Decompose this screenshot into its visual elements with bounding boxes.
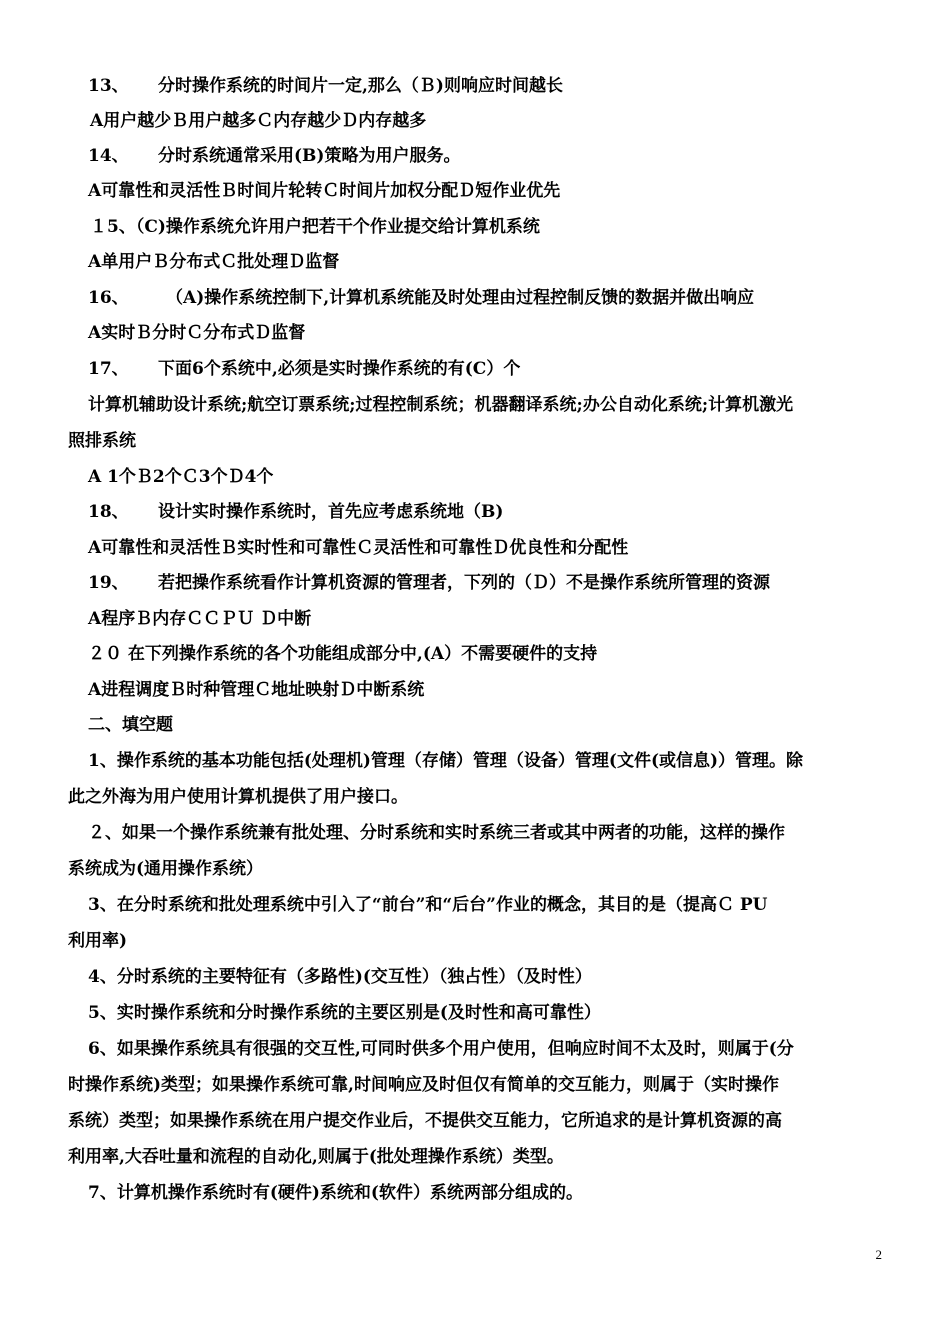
question-14 bbox=[88, 144, 460, 168]
question-text: 下面6个系统中,必须是实时操作系统的有(C）个 bbox=[158, 359, 521, 379]
fill-1-line-2: 此之外海为用户使用计算机提供了用户接口。 bbox=[68, 787, 408, 807]
fill-2-line-2: 系统成为(通用操作系统） bbox=[68, 859, 264, 879]
question-13-options: A用户越少Ｂ用户越多Ｃ内存越少Ｄ内存越多 bbox=[90, 111, 427, 131]
question-number: 19、 bbox=[88, 573, 129, 593]
question-19-options: A程序Ｂ内存ＣＣＰＵ Ｄ中断 bbox=[88, 609, 312, 629]
section-heading-fill-in: 二、填空题 bbox=[88, 715, 173, 735]
question-number: 13、 bbox=[88, 76, 129, 96]
fill-6-line-4: 利用率,大吞吐量和流程的自动化,则属于(批处理操作系统）类型。 bbox=[68, 1147, 564, 1167]
question-20-options: A进程调度Ｂ时种管理Ｃ地址映射Ｄ中断系统 bbox=[88, 680, 425, 700]
fill-5: 5、实时操作系统和分时操作系统的主要区别是(及时性和高可靠性） bbox=[88, 1003, 601, 1023]
question-14-options: A可靠性和灵活性Ｂ时间片轮转Ｃ时间片加权分配Ｄ短作业优先 bbox=[88, 181, 561, 201]
question-13 bbox=[88, 74, 563, 98]
question-text: （A)操作系统控制下,计算机系统能及时处理由过程控制反馈的数据并做出响应 bbox=[166, 288, 755, 308]
question-17-list-line-2: 照排系统 bbox=[68, 431, 136, 451]
question-text: 设计实时操作系统时，首先应考虑系统地（B) bbox=[158, 502, 504, 522]
question-20: ２０ 在下列操作系统的各个功能组成部分中,(A）不需要硬件的支持 bbox=[88, 644, 598, 664]
fill-4: 4、分时系统的主要特征有（多路性)(交互性）（独占性）（及时性） bbox=[88, 967, 592, 987]
question-number: 18、 bbox=[88, 502, 129, 522]
question-text: 分时系统通常采用(B)策略为用户服务。 bbox=[158, 146, 461, 166]
fill-6-line-2: 时操作系统)类型；如果操作系统可靠,时间响应及时但仅有简单的交互能力，则属于（实时操作 bbox=[68, 1075, 779, 1095]
question-number: 14、 bbox=[88, 146, 129, 166]
page-number: 2 bbox=[875, 1247, 882, 1262]
fill-7: 7、计算机操作系统时有(硬件)系统和(软件）系统两部分组成的。 bbox=[88, 1183, 583, 1203]
fill-3-line-1: 3、在分时系统和批处理系统中引入了“前台”和“后台”作业的概念，其目的是（提高Ｃ PU bbox=[88, 895, 768, 915]
question-16-options: A实时Ｂ分时Ｃ分布式Ｄ监督 bbox=[88, 323, 306, 343]
fill-6-line-3: 系统）类型；如果操作系统在用户提交作业后，不提供交互能力，它所追求的是计算机资源的高 bbox=[68, 1111, 782, 1131]
question-15-options: A单用户Ｂ分布式Ｃ批处理Ｄ监督 bbox=[88, 252, 340, 272]
fill-1-line-1: 1、操作系统的基本功能包括(处理机)管理（存储）管理（设备）管理(文件(或信息)）管理。除 bbox=[88, 751, 804, 771]
question-15: １5、（C)操作系统允许用户把若干个作业提交给计算机系统 bbox=[90, 217, 540, 237]
question-text: 分时操作系统的时间片一定,那么（Ｂ)则响应时间越长 bbox=[158, 76, 563, 96]
fill-2-line-1: ２、如果一个操作系统兼有批处理、分时系统和实时系统三者或其中两者的功能，这样的操作 bbox=[88, 823, 785, 843]
question-number: 16、 bbox=[88, 288, 129, 308]
question-16 bbox=[88, 286, 754, 310]
question-text: 若把操作系统看作计算机资源的管理者，下列的（Ｄ）不是操作系统所管理的资源 bbox=[158, 573, 770, 593]
question-17-list-line-1: 计算机辅助设计系统;航空订票系统;过程控制系统；机器翻译系统;办公自动化系统;计算机激光 bbox=[88, 395, 794, 415]
question-17 bbox=[88, 357, 520, 381]
fill-3-line-2: 利用率) bbox=[68, 931, 128, 951]
question-19 bbox=[88, 571, 770, 595]
question-number: 17、 bbox=[88, 359, 129, 379]
question-18 bbox=[88, 500, 503, 524]
question-17-options: A 1个Ｂ2个Ｃ3个Ｄ4个 bbox=[88, 467, 274, 487]
question-18-options: A可靠性和灵活性Ｂ实时性和可靠性Ｃ灵活性和可靠性Ｄ优良性和分配性 bbox=[88, 538, 629, 558]
fill-6-line-1: 6、如果操作系统具有很强的交互性,可同时供多个用户使用，但响应时间不太及时，则属于(分 bbox=[88, 1039, 794, 1059]
